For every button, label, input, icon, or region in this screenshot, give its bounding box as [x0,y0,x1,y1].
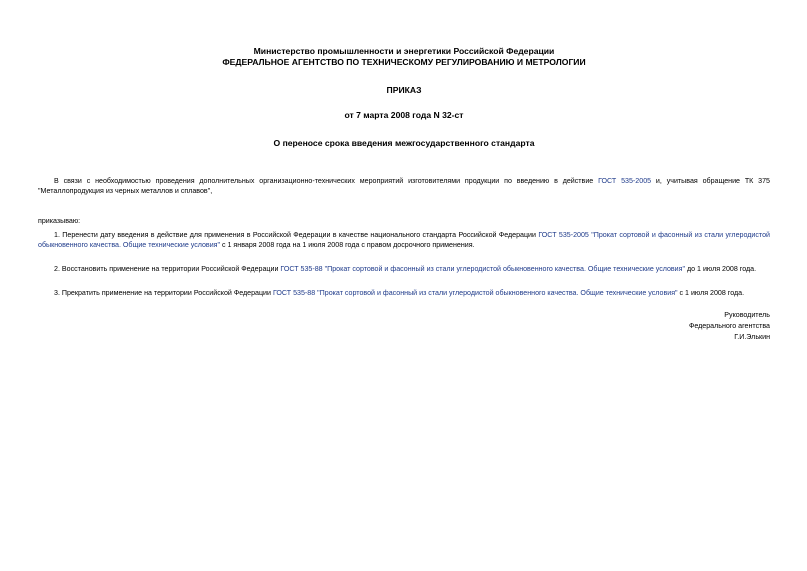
item-2-text-end: до 1 июля 2008 года. [685,265,757,274]
item-2-text-start: 2. Восстановить применение на территории Российской Федерации [54,265,281,274]
document-page [38,46,770,343]
item-3-text-end: с 1 июля 2008 года. [677,288,745,297]
item-3-text-start: 3. Прекратить применение на территории Российской Федерации [54,288,273,297]
order-item-3 [38,288,770,299]
intro-text-end: и, учитывая обращение ТК 375 "Металлопродукция из черных металлов и сплавов", [38,176,770,196]
order-item-1 [38,230,770,251]
signature-name: Г.И.Элькин [734,333,770,342]
intro-paragraph [38,176,770,197]
agency-heading: ФЕДЕРАЛЬНОЕ АГЕНТСТВО ПО ТЕХНИЧЕСКОМУ РЕГУЛИРОВАНИЮ И МЕТРОЛОГИИ [222,56,586,67]
document-subject: О переносе срока введения межгосударственного стандарта [273,138,535,148]
signature-title: Руководитель [724,311,770,320]
item-1-text-start: 1. Перенести дату введения в действие для применения в Российской Федерации в качестве национального стандарта Российской Федерации [54,230,539,239]
item-1-text-end: с 1 января 2008 года на 1 июля 2008 года с правом досрочного применения. [220,241,475,250]
item-1-gost-link[interactable]: ГОСТ 535-2005 "Прокат сортовой и фасонный из стали углеродистой обыкновенного качества. Общие технические условия" [38,230,770,250]
gost-535-2005-link[interactable]: ГОСТ 535-2005 [598,176,652,185]
ministry-heading: Министерство промышленности и энергетики Российской Федерации [253,46,555,56]
signature-organization: Федерального агентства [688,322,770,331]
item-3-gost-link[interactable]: ГОСТ 535-88 "Прокат сортовой и фасонный из стали углеродистой обыкновенного качества. Общие технические условия" [272,288,678,297]
order-word: приказываю: [38,216,81,225]
signature-block [38,310,770,343]
document-type-heading: ПРИКАЗ [386,85,422,95]
document-date: от 7 марта 2008 года N 32-ст [344,109,464,120]
intro-text-start: В связи с необходимостью проведения дополнительных организационно-технических мероприятий изготовителями продукции по введению в действие [54,176,599,185]
item-2-gost-link[interactable]: ГОСТ 535-88 "Прокат сортовой и фасонный из стали углеродистой обыкновенного качества. Общие технические условия" [280,265,686,274]
order-item-2 [38,264,770,275]
